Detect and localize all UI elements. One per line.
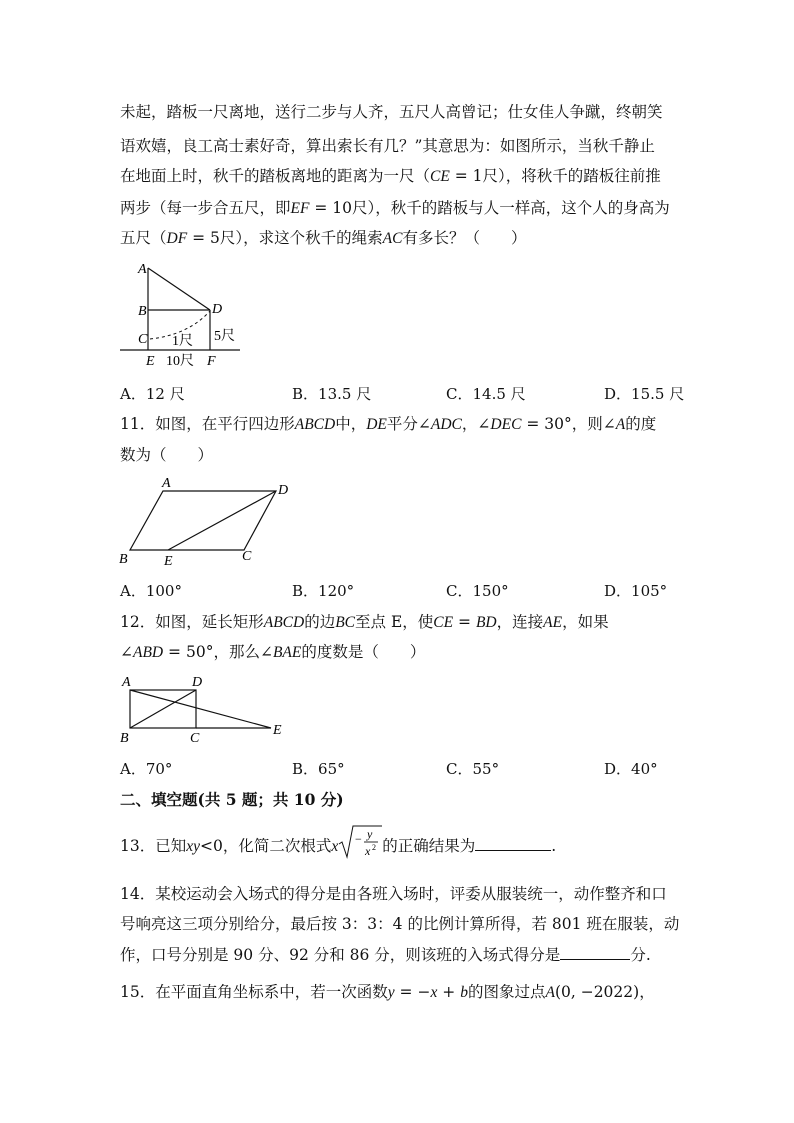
q11-option-c[interactable]: C．150° <box>446 582 509 600</box>
q11-parallelogram-figure <box>116 474 296 569</box>
q14-text-line-3: 作，口号分别是 90 分、92 分和 86 分，则该班的入场式得分是 分. <box>120 946 651 964</box>
q10-text-line-5: 五尺（DF = 5尺），求这个秋千的绳索AC有多长？（ ） <box>120 229 527 247</box>
section-heading-fill-in: 二、填空题(共 5 题；共 10 分) <box>120 790 344 809</box>
label-c: C <box>242 549 252 564</box>
q13-radical <box>338 824 382 860</box>
q11-option-d[interactable]: D．105° <box>604 582 668 600</box>
q13-text: 13．已知xy<0，化简二次根式x − y x 2 的正确结果为 . <box>120 834 556 860</box>
label-d: D <box>212 302 223 317</box>
label-c: C <box>190 731 200 746</box>
q15-text: 15．在平面直角坐标系中，若一次函数y = −x + b的图象过点A(0, −2022)， <box>120 983 655 1001</box>
svg-text:x: x <box>365 844 371 858</box>
label-a: A <box>122 675 131 690</box>
q10-option-a[interactable]: A．12 尺 <box>120 385 185 403</box>
label-b: B <box>119 552 128 567</box>
q11-option-a[interactable]: A．100° <box>120 582 182 600</box>
q12-text-line-2: ∠ABD = 50°，那么∠BAE的度数是（ ） <box>120 643 426 661</box>
q11-option-b[interactable]: B．120° <box>292 582 355 600</box>
label-e: E <box>164 554 173 569</box>
q10-option-d[interactable]: D．15.5 尺 <box>604 385 685 403</box>
q12-option-a[interactable]: A．70° <box>120 760 173 778</box>
q14-text-line-2: 号响亮这三项分别给分，最后按 3：3：4 的比例计算所得，若 801 班在服装，动 <box>120 915 680 933</box>
diagonal-bd <box>130 690 196 728</box>
q10-swing-figure <box>110 255 250 375</box>
label-10chi: 10尺 <box>166 354 194 369</box>
rope-ad <box>148 268 210 310</box>
parallelogram-abcd <box>130 491 276 550</box>
label-d: D <box>192 675 203 690</box>
label-c: C <box>138 332 148 347</box>
q12-rectangle-figure <box>116 672 296 752</box>
q11-text-line-2: 数为（ ） <box>120 446 214 464</box>
label-5chi: 5尺 <box>214 329 235 344</box>
q10-text-line-4: 两步（每一步合五尺，即EF = 10尺），秋千的踏板与人一样高，这个人的身高为 <box>120 199 670 217</box>
q10-text-line-3: 在地面上时，秋千的踏板离地的距离为一尺（CE = 1尺），将秋千的踏板往前推 <box>120 167 661 185</box>
label-a: A <box>138 262 147 277</box>
label-1chi: 1尺 <box>172 334 193 349</box>
radical-sign <box>338 824 382 860</box>
q12-text-line-1: 12．如图，延长矩形ABCD的边BC至点 E，使CE = BD，连接AE，如果 <box>120 613 609 631</box>
label-e: E <box>146 354 155 369</box>
label-b: B <box>120 731 129 746</box>
svg-text:2: 2 <box>372 843 377 852</box>
q10-option-b[interactable]: B．13.5 尺 <box>292 385 372 403</box>
label-d: D <box>278 483 289 498</box>
q14-answer-blank[interactable] <box>560 945 630 960</box>
svg-text:y: y <box>367 827 373 841</box>
svg-text:−: − <box>355 832 363 846</box>
q10-option-c[interactable]: C．14.5 尺 <box>446 385 526 403</box>
q13-answer-blank[interactable] <box>475 836 551 851</box>
q12-option-d[interactable]: D．40° <box>604 760 658 778</box>
q11-text-line-1: 11．如图，在平行四边形ABCD中，DE平分∠ADC，∠DEC = 30°，则∠A的度 <box>120 415 657 433</box>
q10-text-line-2: 语欢嬉，良工高士素好奇，算出索长有几？”其意思为：如图所示，当秋千静止 <box>120 137 655 155</box>
q14-text-line-1: 14．某校运动会入场式的得分是由各班入场时，评委从服装统一，动作整齐和口 <box>120 885 667 903</box>
label-a: A <box>162 476 171 491</box>
q12-option-c[interactable]: C．55° <box>446 760 500 778</box>
segment-ae <box>130 690 271 728</box>
q10-text-line-1: 未起，踏板一尺离地，送行二步与人齐，五尺人高曾记；仕女佳人争蹴，终朝笑 <box>120 103 663 121</box>
label-f: F <box>207 354 216 369</box>
label-e: E <box>273 723 282 738</box>
label-b: B <box>138 304 147 319</box>
q12-option-b[interactable]: B．65° <box>292 760 345 778</box>
